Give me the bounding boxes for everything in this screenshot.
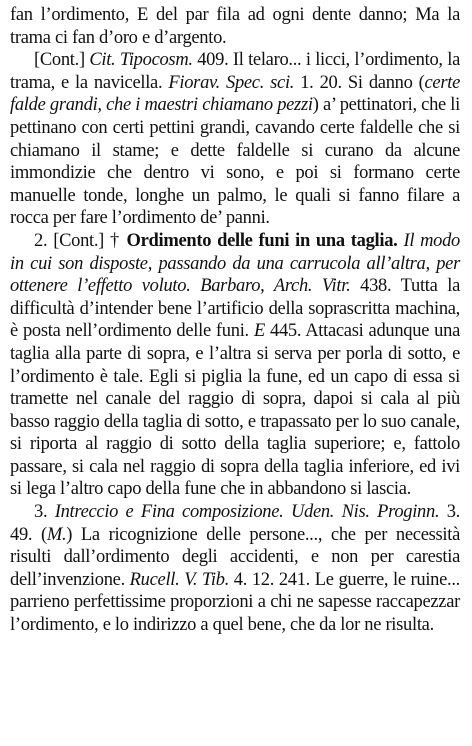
paragraph-sense-2 [10,230,460,501]
body-text: 2. [Cont.] † [34,230,127,251]
italic-text: Il modo in cui son disposte, passando da una carrucola all’altra, per ottenere l’effetto voluto. [10,230,461,297]
body-text: 3. [34,502,55,523]
bold-headword: Ordimento delle funi in una taglia. [126,230,398,251]
body-text: ) La ricognizione delle persone..., che per necessità risulti dall’ordimento degli accidenti, e non per carestia dell’invenzione. [10,524,460,590]
body-text: fan l’ordimento, E del par fila ad ogni dente danno; Ma la trama ci fan d’oro e d’argento. [10,5,460,48]
italic-text: E [253,321,265,342]
italic-text: Uden. Nis. Proginn. [290,502,440,523]
italic-text: Rucell. V. Tib. [129,569,230,590]
paragraph-sense-3 [10,501,460,637]
body-text: 445. Attacasi adunque una taglia alla parte di sopra, e l’altra si serva per porla di sotto, e l’ordimento è tale. Egli si piglia la fune, ed un capo di essa si tramette nel canale del raggio di sopra, dapoi si cala al più basso raggio della taglia di sotto, e trapassato per lo suo canale, si riporta al raggio di sotto della taglia superiore; e, fattolo passare, si cala nel raggio di sopra della taglia inferiore, ed ivi si lega l’altro capo della fune che in abbandono si lascia. [10,321,460,500]
body-text: ) a’ pettinatori, che li pettinano con certi pettini grandi, cavando certe faldelle che si chiamano il stame; e dette faldelle si curano da alcune immondizie che dentro vi sono, e poi si formano certe manuelle tonde, longhe un palmo, le quali si fanno filare a rocca per fare l’ordimento de’ panni. [10,95,460,229]
paragraph-continuation [10,4,460,49]
body-text [191,276,201,296]
body-text: 438. Tutta la difficultà d’intender bene l’artificio della soprascritta machina, è posta nell’ordimento delle funi. [10,276,460,342]
italic-text: Fiorav. Spec. sci. [168,72,295,93]
italic-text: M. [46,524,67,545]
italic-text: Intreccio e Fina composizione. [54,502,284,523]
body-text: 409. Il telaro... i licci, l’ordimento, la trama, e la navicella. [10,50,460,93]
italic-text: Cit. Tipocosm. [89,50,193,71]
italic-text: Barbaro, Arch. Vitr. [200,276,351,297]
body-text: [Cont.] [34,50,90,71]
body-text: 3. 49. ( [10,502,460,545]
body-text: 4. 12. 241. Le guerre, le ruine... parrieno perfettissime proporzioni a chi ne sapesse raccapezzar l’ordimento, e lo indirizzo a quel bene, che da lor ne risulta. [10,569,461,636]
paragraph-cont-tipocosm [10,49,460,230]
body-text [284,502,291,522]
body-text: 1. 20. Si danno ( [294,72,425,93]
italic-text: certe falde grandi, che i maestri chiamano pezzi [10,72,460,116]
